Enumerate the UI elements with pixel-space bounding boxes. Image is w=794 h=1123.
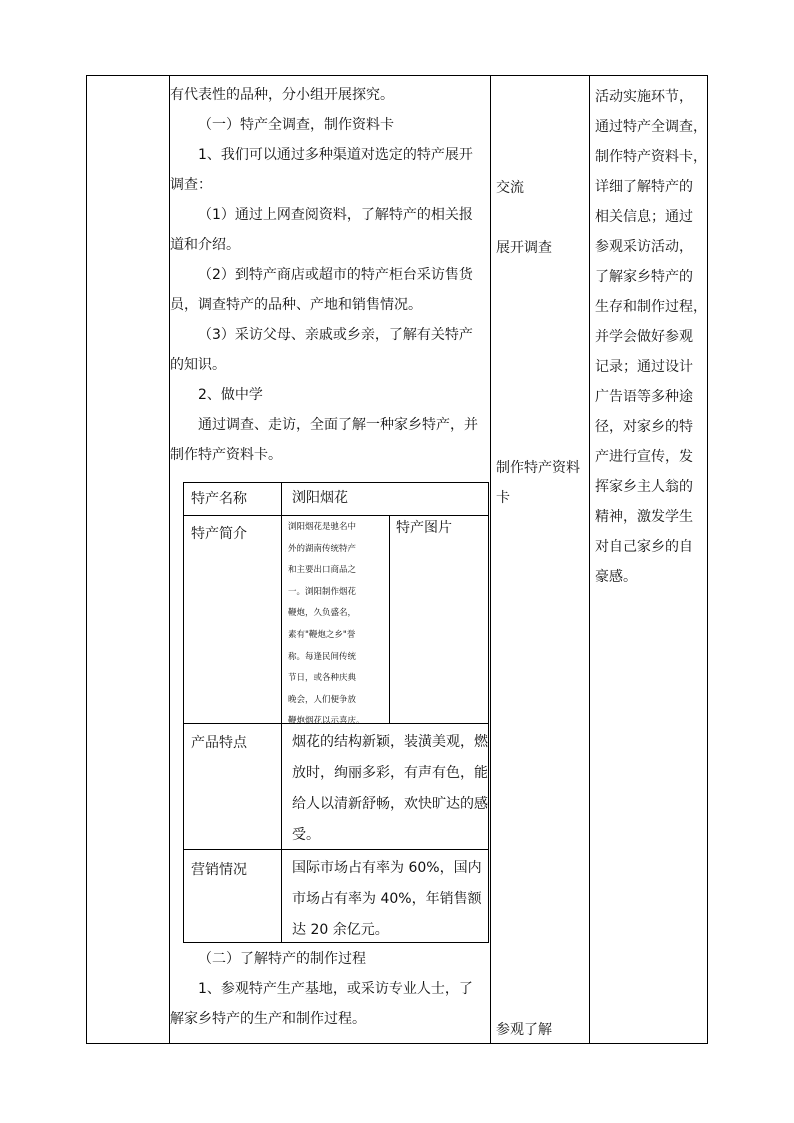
feature-line: 受。: [292, 827, 320, 843]
intent-line: 产进行宣传，发: [595, 449, 693, 465]
specialty-name-value: 浏阳烟花: [292, 490, 348, 506]
text-line: 制作特产资料卡。: [170, 447, 282, 463]
card-row-divider: [184, 515, 488, 516]
text-line: （1）通过上网查阅资料，了解特产的相关报: [198, 207, 473, 223]
intro-line: 鞭炮，久负盛名，: [288, 608, 357, 619]
text-line: 通过调查、走访，全面了解一种家乡特产，并: [198, 417, 478, 433]
teaching-process-column: [170, 80, 488, 470]
intent-line: 径，对家乡的特: [595, 419, 693, 435]
intent-line: 了解家乡特产的: [595, 269, 693, 285]
activity-make-card-cont: 卡: [496, 490, 510, 506]
specialty-intro-text: [288, 517, 390, 733]
activity-make-card: 制作特产资料: [496, 460, 580, 476]
text-line: （一）特产全调查，制作资料卡: [198, 117, 394, 133]
text-line: 1、参观特产生产基地，或采访专业人士，了: [198, 981, 473, 997]
card-column-divider: [281, 483, 282, 943]
teaching-process-continued: [170, 944, 488, 1034]
lesson-plan-table: [86, 75, 708, 1044]
text-line: 道和介绍。: [170, 237, 240, 253]
intent-line: 详细了解特产的: [595, 179, 693, 195]
activity-visit: 参观了解: [496, 1022, 552, 1038]
activity-exchange: 交流: [496, 180, 524, 196]
intro-line: 外的湖南传统特产: [288, 543, 357, 554]
text-line: 有代表性的品种，分小组开展探究。: [170, 87, 394, 103]
sales-line: 国际市场占有率为 60%，国内: [292, 860, 482, 876]
intent-line: 记录；通过设计: [595, 359, 693, 375]
text-line: 员，调查特产的品种、产地和销售情况。: [170, 297, 422, 313]
text-line: 2、做中学: [198, 387, 263, 403]
intent-line: 相关信息；通过: [595, 209, 693, 225]
activity-investigate: 展开调查: [496, 240, 552, 256]
column-divider: [490, 76, 491, 1043]
sales-line: 达 20 余亿元。: [292, 922, 389, 938]
intro-line: 鞭炮烟花以示喜庆。: [288, 716, 365, 727]
intent-line: 豪感。: [595, 569, 637, 585]
specialty-intro-label: 特产简介: [191, 526, 247, 542]
intent-line: 广告语等多种途: [595, 389, 693, 405]
intent-line: 并学会做好参观: [595, 329, 693, 345]
intent-line: 生存和制作过程，: [595, 299, 707, 315]
intro-line: 浏阳烟花是驰名中: [288, 522, 357, 532]
sales-line: 市场占有率为 40%，年销售额: [292, 891, 482, 907]
intent-line: 活动实施环节，: [595, 89, 693, 105]
intent-line: 对自己家乡的自: [595, 539, 693, 555]
text-line: （二）了解特产的制作过程: [198, 951, 366, 967]
product-feature-label: 产品特点: [191, 735, 247, 751]
feature-line: 给人以清新舒畅，欢快旷达的感: [292, 796, 488, 812]
text-line: 的知识。: [170, 357, 226, 373]
feature-line: 烟花的结构新颖，装潢美观，燃: [292, 734, 488, 750]
intro-line: 素有"鞭炮之乡"誉: [288, 629, 356, 640]
sales-text: [292, 853, 482, 946]
intro-line: 一。浏阳制作烟花: [288, 586, 357, 597]
intro-line: 节日，或各种庆典: [288, 673, 357, 684]
column-divider: [589, 76, 590, 1043]
text-line: （2）到特产商店或超市的特产柜台采访售货: [198, 267, 473, 283]
specialty-info-card: [183, 482, 489, 943]
text-line: 调查：: [170, 177, 212, 193]
text-line: 解家乡特产的生产和制作过程。: [170, 1011, 366, 1027]
intent-line: 挥家乡主人翁的: [595, 479, 693, 495]
intro-line: 称。每逢民间传统: [288, 651, 357, 662]
intent-line: 通过特产全调查，: [595, 119, 707, 135]
intent-line: 制作特产资料卡，: [595, 149, 707, 165]
product-feature-text: [292, 727, 488, 851]
specialty-image-label: 特产图片: [396, 520, 452, 536]
intent-line: 精神，激发学生: [595, 509, 693, 525]
text-line: （3）采访父母、亲戚或乡亲，了解有关特产: [198, 327, 473, 343]
sales-label: 营销情况: [191, 862, 247, 878]
text-line: 1、我们可以通过多种渠道对选定的特产展开: [198, 147, 473, 163]
intro-line: 晚会，人们便争放: [288, 694, 357, 705]
specialty-name-label: 特产名称: [191, 491, 247, 507]
design-intent-column: [595, 82, 707, 592]
intro-line: 和主要出口商品之: [288, 565, 357, 576]
feature-line: 放时，绚丽多彩，有声有色，能: [292, 765, 488, 781]
intent-line: 参观采访活动，: [595, 239, 693, 255]
